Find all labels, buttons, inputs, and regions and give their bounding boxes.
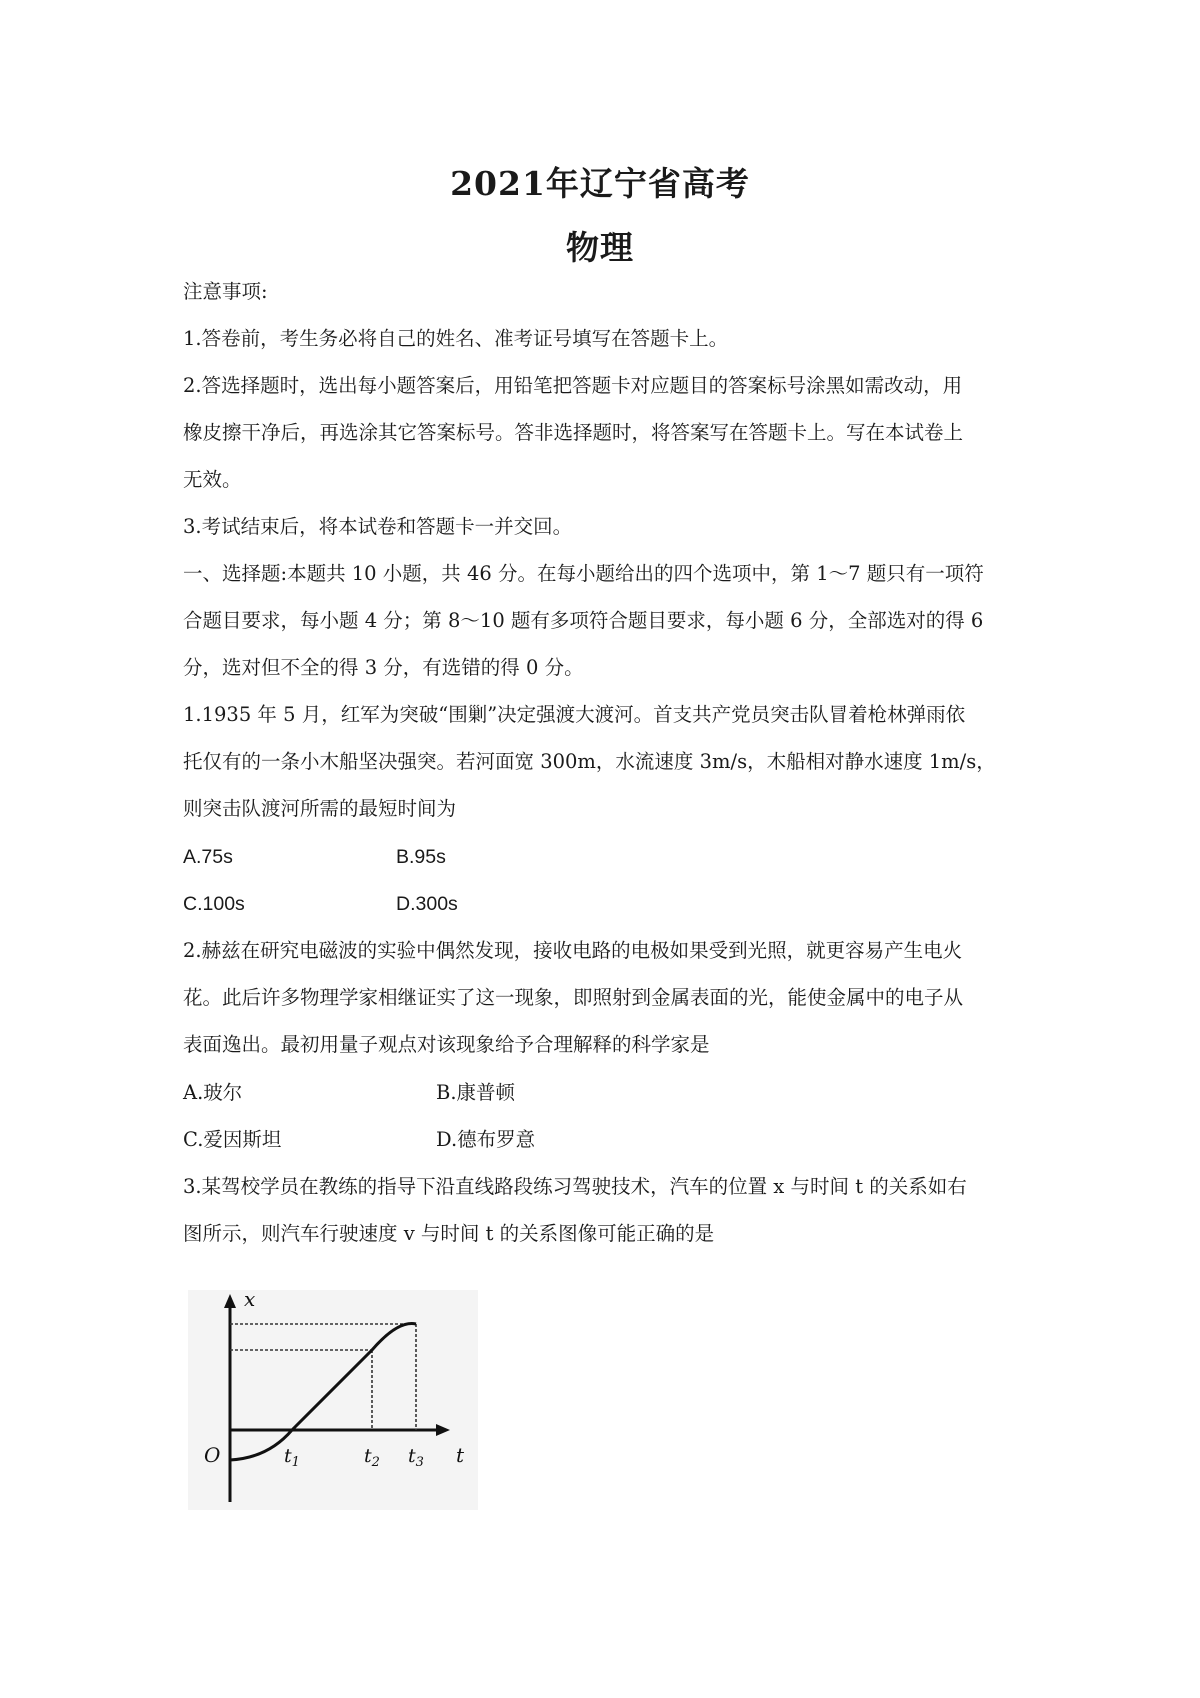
exam-title: 2021年辽宁省高考 (450, 164, 750, 203)
question-3-stem: 3.某驾校学员在教练的指导下沿直线路段练习驾驶技术，汽车的位置 x 与时间 t 的关系如右 (183, 1175, 967, 1198)
origin-label: O (204, 1443, 221, 1467)
question-2-option-d (436, 1126, 535, 1154)
question-1-stem: 托仅有的一条小木船坚决强突。若河面宽 300m，水流速度 3m/s，木船相对静水速度 1m/s， (183, 750, 996, 773)
notice-heading: 注意事项: (183, 280, 268, 303)
question-1-option-c: C.100s (183, 893, 245, 915)
question-2-option-d-text: D.德布罗意 (436, 1128, 536, 1151)
t2-label-main: t (364, 1445, 372, 1467)
question-2-option-c (183, 1126, 281, 1154)
y-axis-label: x (244, 1290, 256, 1311)
notice-line: 3.考试结束后，将本试卷和答题卡一并交回。 (183, 515, 573, 538)
question-2-stem: 花。此后许多物理学家相继证实了这一现象，即照射到金属表面的光，能使金属中的电子从 (183, 986, 964, 1009)
question-2-stem: 表面逸出。最初用量子观点对该现象给予合理解释的科学家是 (183, 1033, 710, 1056)
section-instruction: 合题目要求，每小题 4 分；第 8～10 题有多项符合题目要求，每小题 6 分，全部选对的得 6 (183, 609, 984, 632)
question-2-option-b (436, 1079, 515, 1107)
notice-line: 无效。 (183, 468, 242, 491)
t2-label-sub: 2 (371, 1455, 380, 1470)
question-1-stem: 1.1935 年 5 月，红军为突破“围剿”决定强渡大渡河。首支共产党员突击队冒着枪林弹雨依 (183, 703, 966, 726)
question-3-stem: 图所示，则汽车行驶速度 v 与时间 t 的关系图像可能正确的是 (183, 1222, 715, 1245)
question-1-option-a: A.75s (183, 846, 233, 868)
t3-label-main: t (408, 1445, 416, 1467)
notice-line: 2.答选择题时，选出每小题答案后，用铅笔把答题卡对应题目的答案标号涂黑如需改动，用 (183, 374, 963, 397)
section-instruction: 一、选择题:本题共 10 小题，共 46 分。在每小题给出的四个选项中，第 1～7 题只有一项符 (183, 562, 984, 585)
question-2-option-a (183, 1079, 242, 1107)
question-2-stem: 2.赫兹在研究电磁波的实验中偶然发现，接收电路的电极如果受到光照，就更容易产生电火 (183, 939, 963, 962)
x-t-graph-figure (188, 1290, 478, 1510)
t1-label-sub: 1 (291, 1455, 300, 1470)
question-1-option-b: B.95s (396, 846, 446, 868)
x-axis-label: t (456, 1443, 465, 1467)
question-1-stem: 则突击队渡河所需的最短时间为 (183, 797, 457, 820)
question-2-option-b-text: B.康普顿 (436, 1081, 516, 1104)
section-instruction: 分，选对但不全的得 3 分，有选错的得 0 分。 (183, 656, 584, 679)
question-1-option-d: D.300s (396, 893, 458, 915)
t1-label-main: t (284, 1445, 292, 1467)
question-2-option-c-text: C.爱因斯坦 (183, 1128, 282, 1151)
t3-label-sub: 3 (415, 1455, 424, 1470)
question-2-option-a-text: A.玻尔 (183, 1081, 243, 1104)
notice-line: 1.答卷前，考生务必将自己的姓名、准考证号填写在答题卡上。 (183, 327, 729, 350)
notice-line: 橡皮擦干净后，再选涂其它答案标号。答非选择题时，将答案写在答题卡上。写在本试卷上 (183, 421, 964, 444)
subject-title: 物理 (566, 228, 634, 267)
